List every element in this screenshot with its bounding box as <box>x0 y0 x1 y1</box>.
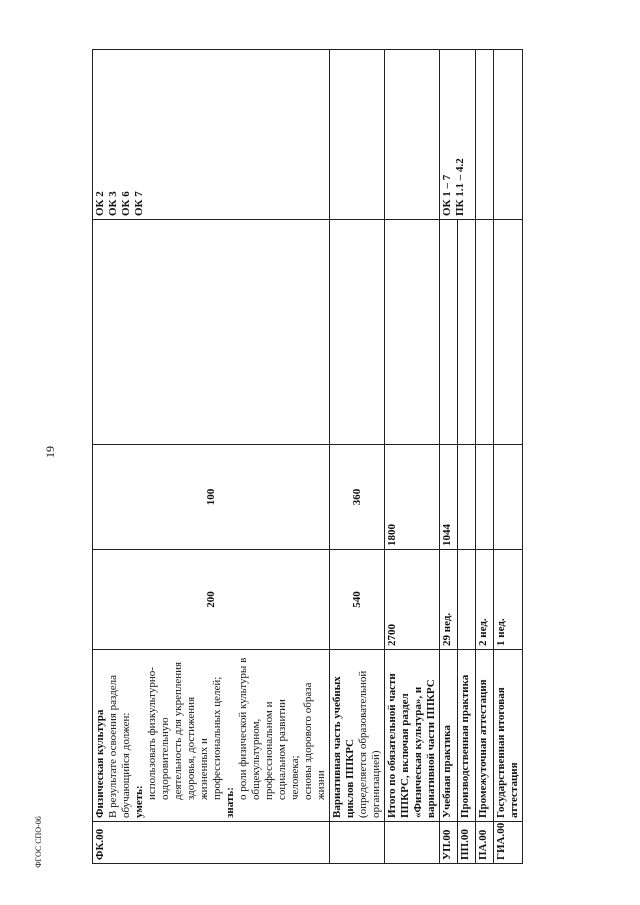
curriculum-table <box>92 49 523 864</box>
umet-text: использовать физкультурно-оздоровительную деятельность для укрепления здоровья, достижения жизненных и профессиональных целей; <box>146 661 223 800</box>
competency-code: ОК 7 <box>133 191 145 216</box>
competency-code: ОК 1 – 7 <box>441 174 453 216</box>
znat-label: знать: <box>224 787 236 818</box>
hours-max-variative: 540 <box>330 550 385 650</box>
description-fk <box>93 650 330 822</box>
hours-class-fk: 100 <box>93 445 330 550</box>
description-variative <box>330 650 385 822</box>
intro-fk: В результате освоения раздела обучающийся должен: <box>107 674 132 818</box>
znat-text-2: основы здорового образа жизни <box>302 682 327 800</box>
weeks-pa: 2 нед. <box>476 550 494 650</box>
title-gia: Государственная итоговая аттестация <box>494 650 523 822</box>
umet-label: уметь: <box>133 785 145 818</box>
weeks-up: 29 нед. <box>440 550 458 650</box>
table-row-total <box>385 50 440 864</box>
hours-class-total: 1800 <box>385 445 440 550</box>
code-up: УП.00 <box>440 822 458 864</box>
title-total: Итого по обязательной части ППКРС, включая раздел «Физическая культура», и вариативной части ППКРС <box>385 650 440 822</box>
hours-max-fk: 200 <box>93 550 330 650</box>
table-row-up <box>440 50 458 864</box>
subtitle-variative: (определяется образовательной организацией) <box>357 670 382 818</box>
title-up: Учебная практика <box>440 650 458 822</box>
empty-cell-fk <box>93 220 330 445</box>
code-pp: ПП.00 <box>458 822 476 864</box>
table-row-pa <box>476 50 494 864</box>
competency-code: ПК 1.1 – 4.2 <box>454 158 466 216</box>
title-pa: Промежуточная аттестация <box>476 650 494 822</box>
table-row-gia <box>494 50 523 864</box>
title-pp: Производственная практика <box>458 650 476 822</box>
hours-max-total: 2700 <box>385 550 440 650</box>
title-fk: Физическая культура <box>94 709 106 818</box>
code-pa: ПА.00 <box>476 822 494 864</box>
code-gia: ГИА.00 <box>494 822 523 864</box>
competencies-fk <box>93 50 330 220</box>
code-fk: ФК.00 <box>93 822 330 864</box>
competency-code: ОК 6 <box>120 191 132 216</box>
table-row-variative <box>330 50 385 864</box>
weeks-gia: 1 нед. <box>494 550 523 650</box>
page-number: 19 <box>43 446 57 458</box>
competency-code: ОК 3 <box>107 191 119 216</box>
hours-class-variative: 360 <box>330 445 385 550</box>
competency-code: ОК 2 <box>94 191 106 216</box>
znat-text-1: о роли физической культуры в общекультурном, профессиональном и социальном развитии человека; <box>237 657 301 800</box>
curriculum-table-rotated <box>92 50 520 864</box>
title-variative: Вариативная часть учебных циклов ППКРС <box>331 676 356 818</box>
footer-standard-code: ФГОС СПО-06 <box>34 816 43 868</box>
competencies-up <box>440 50 476 220</box>
table-row-fk <box>93 50 330 864</box>
hours-up: 1044 <box>440 445 458 550</box>
